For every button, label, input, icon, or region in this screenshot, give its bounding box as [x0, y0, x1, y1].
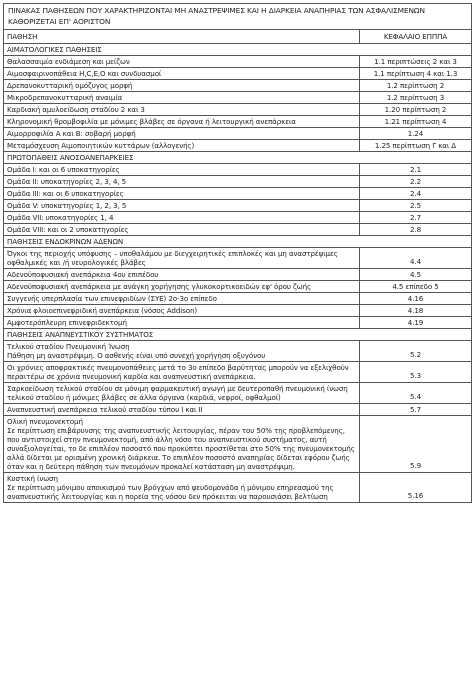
condition-cell: Ολική πνευμονεκτομή Σε περίπτωση επιβάρυνσης της αναπνευστικής λειτουργίας, πέραν του 50% της προβλεπόμενης, που αντιστοιχεί στην πνευμονεκτομή, από άλλη νόσο του αναπνευστικού συστήματος, αυτή συναξιολογείται, το δε επιπλέον ποσοστό που προκύπτει προστίθεται στο 50% της πνευμονεκτομής αλλά δίδεται με ορισμένη χρονική διάρκεια. Το επιπλέον ποσοστό αναπηρίας δίδεται εφόρου ζωής όταν και η δεύτερη πάθηση των πνευμόνων προκαλεί κατάσταση μη αναστρέψιμη.: [4, 416, 360, 472]
header-chapter: ΚΕΦΑΛΑΙΟ ΕΠΠΠΑ: [383, 32, 448, 41]
chapter-cell: 5.3: [410, 371, 421, 380]
chapter-cell: 4.4: [410, 257, 421, 266]
table-row: [4, 281, 471, 293]
chapter-cell: 5.9: [410, 461, 421, 470]
table-row: [4, 200, 471, 212]
table-row: [4, 416, 471, 473]
condition-cell: Ομάδα I: και οι 6 υποκατηγορίες: [4, 164, 360, 175]
section-title: ΑΙΜΑΤΟΛΟΓΙΚΕΣ ΠΑΘΗΣΕΙΣ: [7, 45, 102, 54]
chapter-cell: 4.5: [410, 270, 421, 279]
condition-cell: Θαλασσαιμία ενδιάμεση και μείζων: [4, 56, 360, 67]
condition-cell: Αδενοϋποφυσιακή ανεπάρκεια με ανάγκη χορήγησης γλυκοκορτικοειδών εφ' όρου ζωής: [4, 281, 360, 292]
chapter-cell: 1.1 περίπτωση 4 και 1.3: [373, 69, 458, 78]
table-row: [4, 404, 471, 416]
table-header: [4, 30, 471, 44]
condition-cell: Αδενοϋποφυσιακή ανεπάρκεια 4ου επιπέδου: [4, 269, 360, 280]
chapter-cell: 1.20 περίπτωση 2: [384, 105, 447, 114]
condition-cell: Ομάδα II: υποκατηγορίες 2, 3, 4, 5: [4, 176, 360, 187]
chapter-cell: 5.16: [407, 491, 424, 500]
chapter-cell: 2.4: [410, 189, 421, 198]
condition-cell: Κυστική ίνωση Σε περίπτωση μόνιμου αποικισμού των βρόγχων από ψευδομονάδα ή μόνιμου επηρεασμού της αναπνευστικής λειτουργίας και η πορεία της νόσου δεν πρόκειται να παρουσιάσει βελτίωση: [4, 473, 360, 502]
table-row: [4, 80, 471, 92]
table-row: [4, 176, 471, 188]
chapter-cell: 4.5 επίπεδο 5: [392, 282, 439, 291]
condition-cell: Ομάδα III: και οι 6 υποκατηγορίες: [4, 188, 360, 199]
section-header: [4, 236, 471, 248]
condition-cell: Αναπνευστική ανεπάρκεια τελικού σταδίου τύπου I και II: [4, 404, 360, 415]
chapter-cell: 4.16: [407, 294, 424, 303]
table-row: [4, 68, 471, 80]
chapter-cell: 1.2 περίπτωση 2: [386, 81, 445, 90]
table-row: [4, 269, 471, 281]
chapter-cell: 1.1 περιπτώσεις 2 και 3: [374, 57, 457, 66]
chapter-cell: 1.24: [407, 129, 424, 138]
table-row: [4, 317, 471, 329]
chapter-cell: 2.5: [410, 201, 421, 210]
chapter-cell: 4.18: [407, 306, 424, 315]
chapter-cell: 4.19: [407, 318, 424, 327]
condition-cell: Σαρκοείδωση τελικού σταδίου σε μόνιμη φαρμακευτική αγωγή με δευτεροπαθή πνευμονική ίνωση τελικού σταδίου ή μόνιμες βλάβες σε άλλα όργανα (καρδιά, νεφροί, οφθαλμοί): [4, 383, 360, 403]
table-row: [4, 293, 471, 305]
chapter-cell: 5.4: [410, 392, 421, 401]
table-row: [4, 164, 471, 176]
condition-cell: Τελικού σταδίου Πνευμονική Ίνωση Πάθηση μη αναστρέψιμη. Ο ασθενής είναι υπό συνεχή χορήγηση οξυγόνου: [4, 341, 360, 361]
condition-cell: Αιμορροφιλία Α και Β: σοβαρή μορφή: [4, 128, 360, 139]
table-row: [4, 362, 471, 383]
condition-cell: Μεταμόσχευση Αιμοποιητικών κυττάρων (αλλογενής): [4, 140, 360, 151]
chapter-cell: 1.25 περίπτωση Γ και Δ: [374, 141, 457, 150]
chapter-cell: 2.7: [410, 213, 421, 222]
condition-cell: Δρεπανοκυτταρική ομόζυγος μορφή: [4, 80, 360, 91]
table-row: [4, 305, 471, 317]
section-title: ΠΑΘΗΣΕΙΣ ΕΝΔΟΚΡΙΝΩΝ ΑΔΕΝΩΝ: [7, 237, 124, 246]
chapter-cell: 5.7: [410, 405, 421, 414]
section-title: ΠΑΘΗΣΕΙΣ ΑΝΑΠΝΕΥΣΤΙΚΟΥ ΣΥΣΤΗΜΑΤΟΣ: [7, 330, 154, 339]
chapter-cell: 2.1: [410, 165, 421, 174]
condition-cell: Χρόνια φλοιοεπινεφριδική ανεπάρκεια (νόσος Addison): [4, 305, 360, 316]
condition-cell: Ομάδα VIII: και οι 2 υποκατηγορίες: [4, 224, 360, 235]
condition-cell: Μικροδρεπανοκυτταρική αναιμία: [4, 92, 360, 103]
chapter-cell: 2.8: [410, 225, 421, 234]
condition-cell: Αμφοτερόπλευρη επινεφριδεκτομή: [4, 317, 360, 328]
table-row: [4, 92, 471, 104]
section-header: [4, 44, 471, 56]
table-row: [4, 140, 471, 152]
chapter-cell: 5.2: [410, 350, 421, 359]
condition-cell: Οι χρόνιες αποφρακτικές πνευμονοπάθειες μετά το 3ο επίπεδο βαρύτητας μπορούν να εξελιχθούν περαιτέρω σε χρόνια πνευμονική καρδία και αναπνευστική ανεπάρκεια.: [4, 362, 360, 382]
condition-cell: Ομάδα VII: υποκατηγορίες 1, 4: [4, 212, 360, 223]
table-title: ΠΙΝΑΚΑΣ ΠΑΘΗΣΕΩΝ ΠΟΥ ΧΑΡΑΚΤΗΡΙΖΟΝΤΑΙ ΜΗ ΑΝΑΣΤΡΕΨΙΜΕΣ ΚΑΙ Η ΔΙΑΡΚΕΙΑ ΑΝΑΠΗΡΙΑΣ ΤΩΝ ΑΣΦΑΛΙΣΜΕΝΩΝ ΚΑΘΟΡΙΖΕΤΑΙ ΕΠ' ΑΟΡΙΣΤΟΝ: [4, 4, 471, 30]
condition-cell: Ομάδα V: υποκατηγορίες 1, 2, 3, 5: [4, 200, 360, 211]
condition-cell: Κληρονομική θρομβοφιλία με μόνιμες βλάβες σε όργανα ή λειτουργική ανεπάρκεια: [4, 116, 360, 127]
table-body: [4, 44, 471, 502]
chapter-cell: 1.2 περίπτωση 3: [386, 93, 445, 102]
header-condition: ΠΑΘΗΣΗ: [4, 30, 360, 43]
table-row: [4, 56, 471, 68]
disease-table: [3, 3, 472, 503]
condition-cell: Συγγενής υπερπλασία των επινεφριδίων (ΣΥΕ) 2ο-3ο επίπεδο: [4, 293, 360, 304]
table-row: [4, 473, 471, 502]
table-row: [4, 128, 471, 140]
section-header: [4, 329, 471, 341]
table-row: [4, 224, 471, 236]
table-row: [4, 383, 471, 404]
table-row: [4, 212, 471, 224]
table-row: [4, 104, 471, 116]
table-row: [4, 341, 471, 362]
condition-cell: Αιμοσφαιρινοπάθεια Η,C,E,O και συνδυασμοί: [4, 68, 360, 79]
condition-cell: Καρδιακή αμυλοείδωση σταδίου 2 και 3: [4, 104, 360, 115]
table-row: [4, 248, 471, 269]
section-header: [4, 152, 471, 164]
chapter-cell: 1.21 περίπτωση 4: [384, 117, 447, 126]
table-row: [4, 188, 471, 200]
table-row: [4, 116, 471, 128]
chapter-cell: 2.2: [410, 177, 421, 186]
section-title: ΠΡΩΤΟΠΑΘΕΙΣ ΑΝΟΣΟΑΝΕΠΑΡΚΕΙΕΣ: [7, 153, 134, 162]
condition-cell: Όγκοι της περιοχής υπόφυσης – υποθαλάμου με διεγχειρητικές επιπλοκές και μη αναστρέψιμες οφθαλμικές και /ή νευρολογικές βλάβες: [4, 248, 360, 268]
